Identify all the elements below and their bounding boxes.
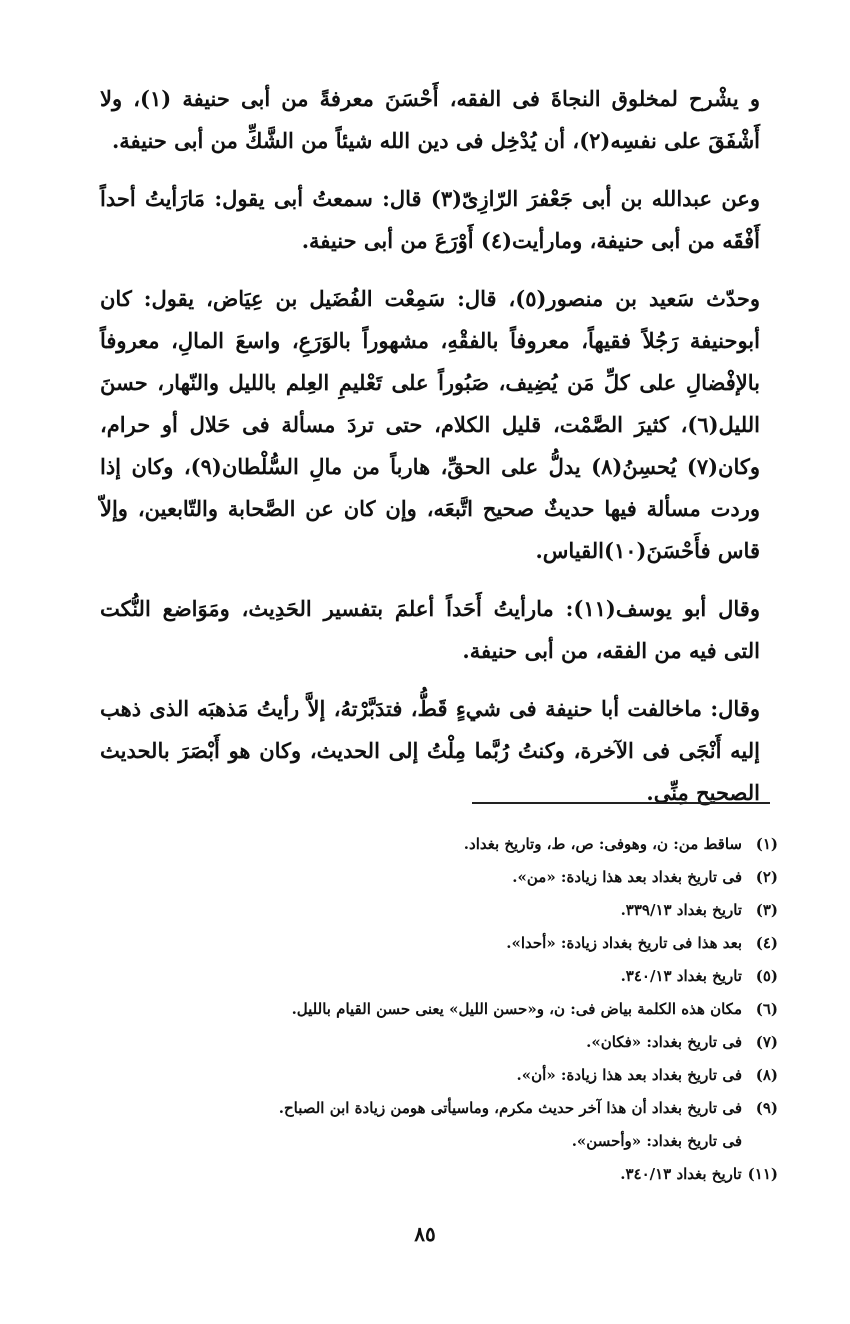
footnote-7	[200, 1026, 778, 1059]
footnote-number: (٦)	[755, 1000, 778, 1018]
footnote-9	[200, 1092, 778, 1125]
paragraph-5: وقال: ماخالفت أبا حنيفة فى شيءٍ قَطُّ، فتدَبَّرْتهُ، إلاَّ رأيتُ مَذهبَه الذى ذهب إليه أَنْجَى فى الآخرة، وكنتُ رُبَّما مِلْتُ إلى الحديث، وكان هو أَبْصَرَ بالحديث الصحيح مِنِّى.	[100, 696, 760, 805]
footnote-5	[200, 960, 778, 993]
footnote-text: فى تاريخ بغداد: «وأحسن».	[571, 1132, 742, 1150]
footnote-11	[200, 1158, 778, 1191]
footnote-number: (٧)	[755, 1033, 778, 1051]
footnote-divider	[472, 802, 770, 804]
page-number: ٨٥	[414, 1222, 436, 1246]
footnote-6	[200, 993, 778, 1026]
footnote-text: بعد هذا فى تاريخ بغداد زيادة: «أحدا».	[506, 934, 742, 952]
footnote-2	[200, 861, 778, 894]
paragraph-3: وحدّث سَعيد بن منصور(٥)، قال: سَمِعْت الفُضَيل بن عِيَاض، يقول: كان أبوحنيفة رَجُلاً فقيهاً، معروفاً بالفقْهِ، مشهوراً بالوَرَعِ، واسعَ المالِ، معروفاً بالإفْضالِ على كلِّ مَن يُضِيف، صَبُوراً على تَعْليمِ العِلم بالليل والنّهار، حسنَ الليل(٦)، كثيرَ الصَّمْت، قليل الكلام، حتى تردَ مسألة فى حَلال أو حرام، وكان(٧) يُحسِنُ(٨) يدلُّ على الحقِّ، هارباً من مالِ السُّلْطان(٩)، وكان إذا وردت مسألة فيها حديثٌ صحيح اتَّبعَه، وإن كان عن الصَّحابة والتّابعين، وإلاّ قاس فأَحْسَنَ(١٠)القياس.	[100, 286, 760, 563]
footnote-8	[200, 1059, 778, 1092]
footnote-text: ساقط من: ن، وهوفى: ص، ط، وتاريخ بغداد.	[463, 835, 742, 853]
footnote-number: (١١)	[747, 1165, 778, 1183]
footnote-text: تاريخ بغداد ٣٤٠/١٣.	[620, 967, 742, 985]
footnote-number: (٤)	[755, 934, 778, 952]
footnote-text: فى تاريخ بغداد: «فكان».	[586, 1033, 742, 1051]
footnote-number: (٢)	[755, 868, 778, 886]
footnotes	[200, 828, 778, 1191]
footnote-text: مكان هذه الكلمة بياض فى: ن، و«حسن الليل» يعنى حسن القيام بالليل.	[291, 1000, 742, 1018]
footnote-3	[200, 894, 778, 927]
footnote-text: تاريخ بغداد ٣٣٩/١٣.	[620, 901, 742, 919]
footnote-text: فى تاريخ بغداد بعد هذا زيادة: «من».	[512, 868, 742, 886]
footnote-number: (٨)	[755, 1066, 778, 1084]
footnote-number: (٩)	[755, 1099, 778, 1117]
paragraph-4: وقال أبو يوسف(١١): مارأيتُ أَحَداً أعلمَ بتفسير الحَدِيث، ومَوَاضع النُّكت التى فيه من الفقه، من أبى حنيفة.	[100, 596, 760, 663]
footnote-number: (٥)	[755, 967, 778, 985]
footnote-number: (٣)	[755, 901, 778, 919]
footnote-4	[200, 927, 778, 960]
footnote-text: فى تاريخ بغداد بعد هذا زيادة: «أن».	[516, 1066, 742, 1084]
paragraph-1: و يشْرح لمخلوق النجاةَ فى الفقه، أَحْسَنَ معرفةً من أبى حنيفة (١)، ولا أَشْفَقَ على نفسِه(٢)، أن يُدْخِل فى دين الله شيئاً من الشَّكِّ من أبى حنيفة.	[100, 86, 760, 153]
footnote-number: (١)	[755, 835, 778, 853]
footnote-1	[200, 828, 778, 861]
paragraph-2: وعن عبدالله بن أبى جَعْفرَ الرّازِىّ(٣) قال: سمعتُ أبى يقول: مَارَأيتُ أحداً أَفْقَه من أبى حنيفة، ومارأيت(٤) أَوْرَعَ من أبى حنيفة.	[100, 186, 760, 253]
footnote-text: فى تاريخ بغداد أن هذا آخر حديث مكرم، وماسيأتى هومن زيادة ابن الصباح.	[278, 1099, 742, 1117]
footnote-10	[200, 1125, 778, 1158]
main-text	[100, 78, 760, 830]
footnote-text: تاريخ بغداد ٣٤٠/١٣.	[620, 1165, 742, 1183]
